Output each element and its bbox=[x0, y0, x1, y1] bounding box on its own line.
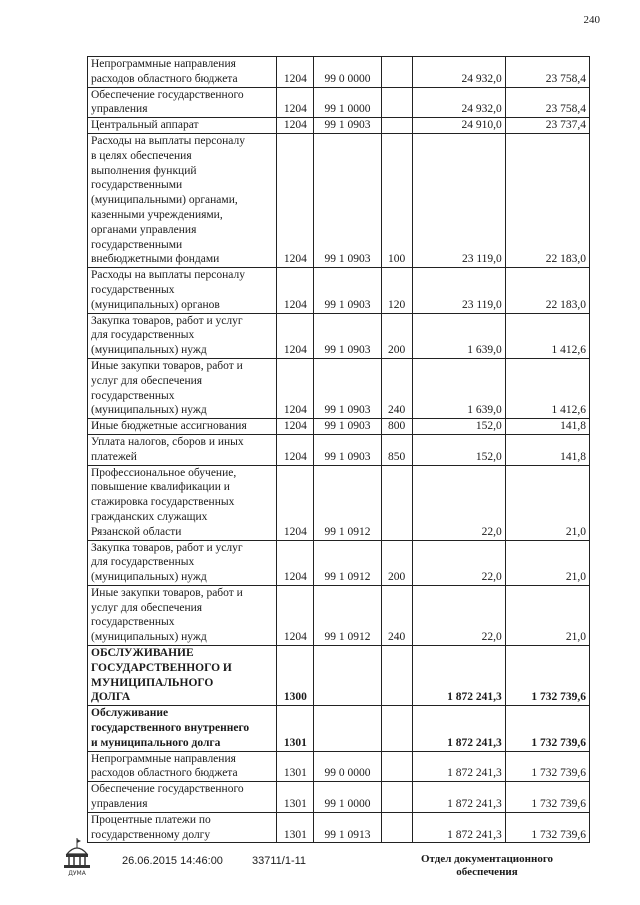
row-type-cell: 240 bbox=[381, 585, 412, 645]
row-article-cell: 99 1 0000 bbox=[314, 87, 381, 118]
row-name-cell: Профессиональное обучение, повышение квалификации и стажировка государственных гражданских служащих Рязанской области bbox=[88, 465, 277, 540]
row-section-cell: 1301 bbox=[277, 751, 314, 782]
row-name-cell: Иные бюджетные ассигнования bbox=[88, 419, 277, 435]
duma-logo-icon bbox=[60, 836, 94, 876]
row-type-cell: 120 bbox=[381, 268, 412, 313]
row-type-cell: 100 bbox=[381, 133, 412, 267]
row-name-cell: Обеспечение государственного управления bbox=[88, 782, 277, 813]
table-row bbox=[88, 133, 590, 267]
row-value-actual-cell: 21,0 bbox=[505, 585, 589, 645]
table-row bbox=[88, 118, 590, 134]
row-section-cell: 1204 bbox=[277, 87, 314, 118]
row-type-cell bbox=[381, 646, 412, 706]
row-article-cell: 99 1 0903 bbox=[314, 313, 381, 358]
row-article-cell: 99 1 0913 bbox=[314, 812, 381, 843]
row-article-cell: 99 1 0903 bbox=[314, 133, 381, 267]
footer-stamp bbox=[122, 855, 332, 867]
table-row bbox=[88, 540, 590, 585]
row-name-cell: Расходы на выплаты персоналу в целях обеспечения выполнения функций государственными (муниципальными) органами, казенными учреждениями, органами управления государственными внебюджетными фондами bbox=[88, 133, 277, 267]
row-section-cell: 1300 bbox=[277, 646, 314, 706]
page-number: 240 bbox=[583, 14, 600, 26]
row-article-cell: 99 1 0000 bbox=[314, 782, 381, 813]
row-section-cell: 1204 bbox=[277, 434, 314, 465]
table-row bbox=[88, 465, 590, 540]
row-type-cell bbox=[381, 465, 412, 540]
row-value-plan-cell: 152,0 bbox=[412, 419, 505, 435]
row-type-cell bbox=[381, 782, 412, 813]
row-value-actual-cell: 1 732 739,6 bbox=[505, 706, 589, 751]
table-row bbox=[88, 782, 590, 813]
row-article-cell: 99 1 0903 bbox=[314, 268, 381, 313]
row-value-actual-cell: 141,8 bbox=[505, 419, 589, 435]
row-section-cell: 1204 bbox=[277, 358, 314, 418]
row-value-actual-cell: 21,0 bbox=[505, 540, 589, 585]
table-row bbox=[88, 358, 590, 418]
row-type-cell: 200 bbox=[381, 313, 412, 358]
row-section-cell: 1204 bbox=[277, 133, 314, 267]
row-value-plan-cell: 1 872 241,3 bbox=[412, 751, 505, 782]
row-type-cell bbox=[381, 57, 412, 88]
row-type-cell bbox=[381, 751, 412, 782]
row-article-cell: 99 1 0903 bbox=[314, 419, 381, 435]
row-article-cell bbox=[314, 646, 381, 706]
row-name-cell: Обслуживание государственного внутреннего и муниципального долга bbox=[88, 706, 277, 751]
row-article-cell: 99 1 0912 bbox=[314, 540, 381, 585]
row-value-actual-cell: 1 732 739,6 bbox=[505, 751, 589, 782]
row-value-plan-cell: 22,0 bbox=[412, 540, 505, 585]
row-type-cell: 240 bbox=[381, 358, 412, 418]
row-type-cell bbox=[381, 812, 412, 843]
row-value-plan-cell: 24 932,0 bbox=[412, 57, 505, 88]
row-value-plan-cell: 1 639,0 bbox=[412, 313, 505, 358]
footer-department-line1: Отдел документационного bbox=[420, 853, 554, 865]
table-row bbox=[88, 585, 590, 645]
table-row bbox=[88, 751, 590, 782]
row-name-cell: Центральный аппарат bbox=[88, 118, 277, 134]
table-row bbox=[88, 57, 590, 88]
row-value-actual-cell: 23 758,4 bbox=[505, 87, 589, 118]
footer-department-line2: обеспечения bbox=[456, 866, 518, 878]
row-value-plan-cell: 24 910,0 bbox=[412, 118, 505, 134]
row-article-cell: 99 1 0903 bbox=[314, 118, 381, 134]
row-section-cell: 1204 bbox=[277, 313, 314, 358]
row-section-cell: 1204 bbox=[277, 419, 314, 435]
row-section-cell: 1204 bbox=[277, 540, 314, 585]
row-article-cell bbox=[314, 706, 381, 751]
row-article-cell: 99 1 0903 bbox=[314, 358, 381, 418]
row-article-cell: 99 1 0912 bbox=[314, 585, 381, 645]
row-value-plan-cell: 23 119,0 bbox=[412, 133, 505, 267]
footer-department bbox=[412, 853, 562, 879]
row-type-cell: 800 bbox=[381, 419, 412, 435]
row-section-cell: 1204 bbox=[277, 465, 314, 540]
row-section-cell: 1301 bbox=[277, 706, 314, 751]
row-section-cell: 1204 bbox=[277, 57, 314, 88]
row-name-cell: Иные закупки товаров, работ и услуг для обеспечения государственных (муниципальных) нужд bbox=[88, 358, 277, 418]
table-row bbox=[88, 434, 590, 465]
row-type-cell bbox=[381, 706, 412, 751]
row-value-plan-cell: 1 872 241,3 bbox=[412, 706, 505, 751]
row-value-plan-cell: 23 119,0 bbox=[412, 268, 505, 313]
row-value-actual-cell: 141,8 bbox=[505, 434, 589, 465]
row-section-cell: 1204 bbox=[277, 268, 314, 313]
row-type-cell bbox=[381, 87, 412, 118]
row-value-plan-cell: 22,0 bbox=[412, 465, 505, 540]
row-name-cell: Непрограммные направления расходов областного бюджета bbox=[88, 751, 277, 782]
table-row bbox=[88, 812, 590, 843]
row-name-cell: Непрограммные направления расходов областного бюджета bbox=[88, 57, 277, 88]
table-row bbox=[88, 87, 590, 118]
row-article-cell: 99 1 0903 bbox=[314, 434, 381, 465]
row-name-cell: Закупка товаров, работ и услуг для государственных (муниципальных) нужд bbox=[88, 313, 277, 358]
row-name-cell: Закупка товаров, работ и услуг для государственных (муниципальных) нужд bbox=[88, 540, 277, 585]
row-name-cell: Уплата налогов, сборов и иных платежей bbox=[88, 434, 277, 465]
budget-table bbox=[87, 56, 590, 843]
row-section-cell: 1301 bbox=[277, 782, 314, 813]
row-value-plan-cell: 152,0 bbox=[412, 434, 505, 465]
row-section-cell: 1204 bbox=[277, 585, 314, 645]
row-type-cell: 200 bbox=[381, 540, 412, 585]
row-type-cell: 850 bbox=[381, 434, 412, 465]
row-value-actual-cell: 1 732 739,6 bbox=[505, 812, 589, 843]
row-type-cell bbox=[381, 118, 412, 134]
row-name-cell: Процентные платежи по государственному долгу bbox=[88, 812, 277, 843]
table-row bbox=[88, 313, 590, 358]
row-value-plan-cell: 24 932,0 bbox=[412, 87, 505, 118]
row-name-cell: Иные закупки товаров, работ и услуг для обеспечения государственных (муниципальных) нужд bbox=[88, 585, 277, 645]
row-article-cell: 99 1 0912 bbox=[314, 465, 381, 540]
row-value-actual-cell: 1 732 739,6 bbox=[505, 646, 589, 706]
row-value-actual-cell: 21,0 bbox=[505, 465, 589, 540]
footer-doc-number: 33711/1-11 bbox=[252, 855, 307, 867]
row-article-cell: 99 0 0000 bbox=[314, 751, 381, 782]
row-section-cell: 1301 bbox=[277, 812, 314, 843]
row-name-cell: Обеспечение государственного управления bbox=[88, 87, 277, 118]
row-section-cell: 1204 bbox=[277, 118, 314, 134]
row-value-actual-cell: 22 183,0 bbox=[505, 268, 589, 313]
row-name-cell: ОБСЛУЖИВАНИЕ ГОСУДАРСТВЕННОГО И МУНИЦИПАЛЬНОГО ДОЛГА bbox=[88, 646, 277, 706]
row-value-plan-cell: 22,0 bbox=[412, 585, 505, 645]
row-value-actual-cell: 22 183,0 bbox=[505, 133, 589, 267]
row-value-actual-cell: 1 412,6 bbox=[505, 313, 589, 358]
row-name-cell: Расходы на выплаты персоналу государственных (муниципальных) органов bbox=[88, 268, 277, 313]
row-value-plan-cell: 1 639,0 bbox=[412, 358, 505, 418]
table-row bbox=[88, 646, 590, 706]
row-value-actual-cell: 23 737,4 bbox=[505, 118, 589, 134]
row-article-cell: 99 0 0000 bbox=[314, 57, 381, 88]
table-row bbox=[88, 706, 590, 751]
table-row bbox=[88, 419, 590, 435]
footer-date-time: 26.06.2015 14:46:00 bbox=[122, 855, 223, 867]
row-value-plan-cell: 1 872 241,3 bbox=[412, 782, 505, 813]
budget-table-body bbox=[88, 57, 590, 843]
row-value-plan-cell: 1 872 241,3 bbox=[412, 812, 505, 843]
row-value-plan-cell: 1 872 241,3 bbox=[412, 646, 505, 706]
logo-text: ДУМА bbox=[68, 870, 86, 876]
table-row bbox=[88, 268, 590, 313]
row-value-actual-cell: 23 758,4 bbox=[505, 57, 589, 88]
row-value-actual-cell: 1 732 739,6 bbox=[505, 782, 589, 813]
row-value-actual-cell: 1 412,6 bbox=[505, 358, 589, 418]
